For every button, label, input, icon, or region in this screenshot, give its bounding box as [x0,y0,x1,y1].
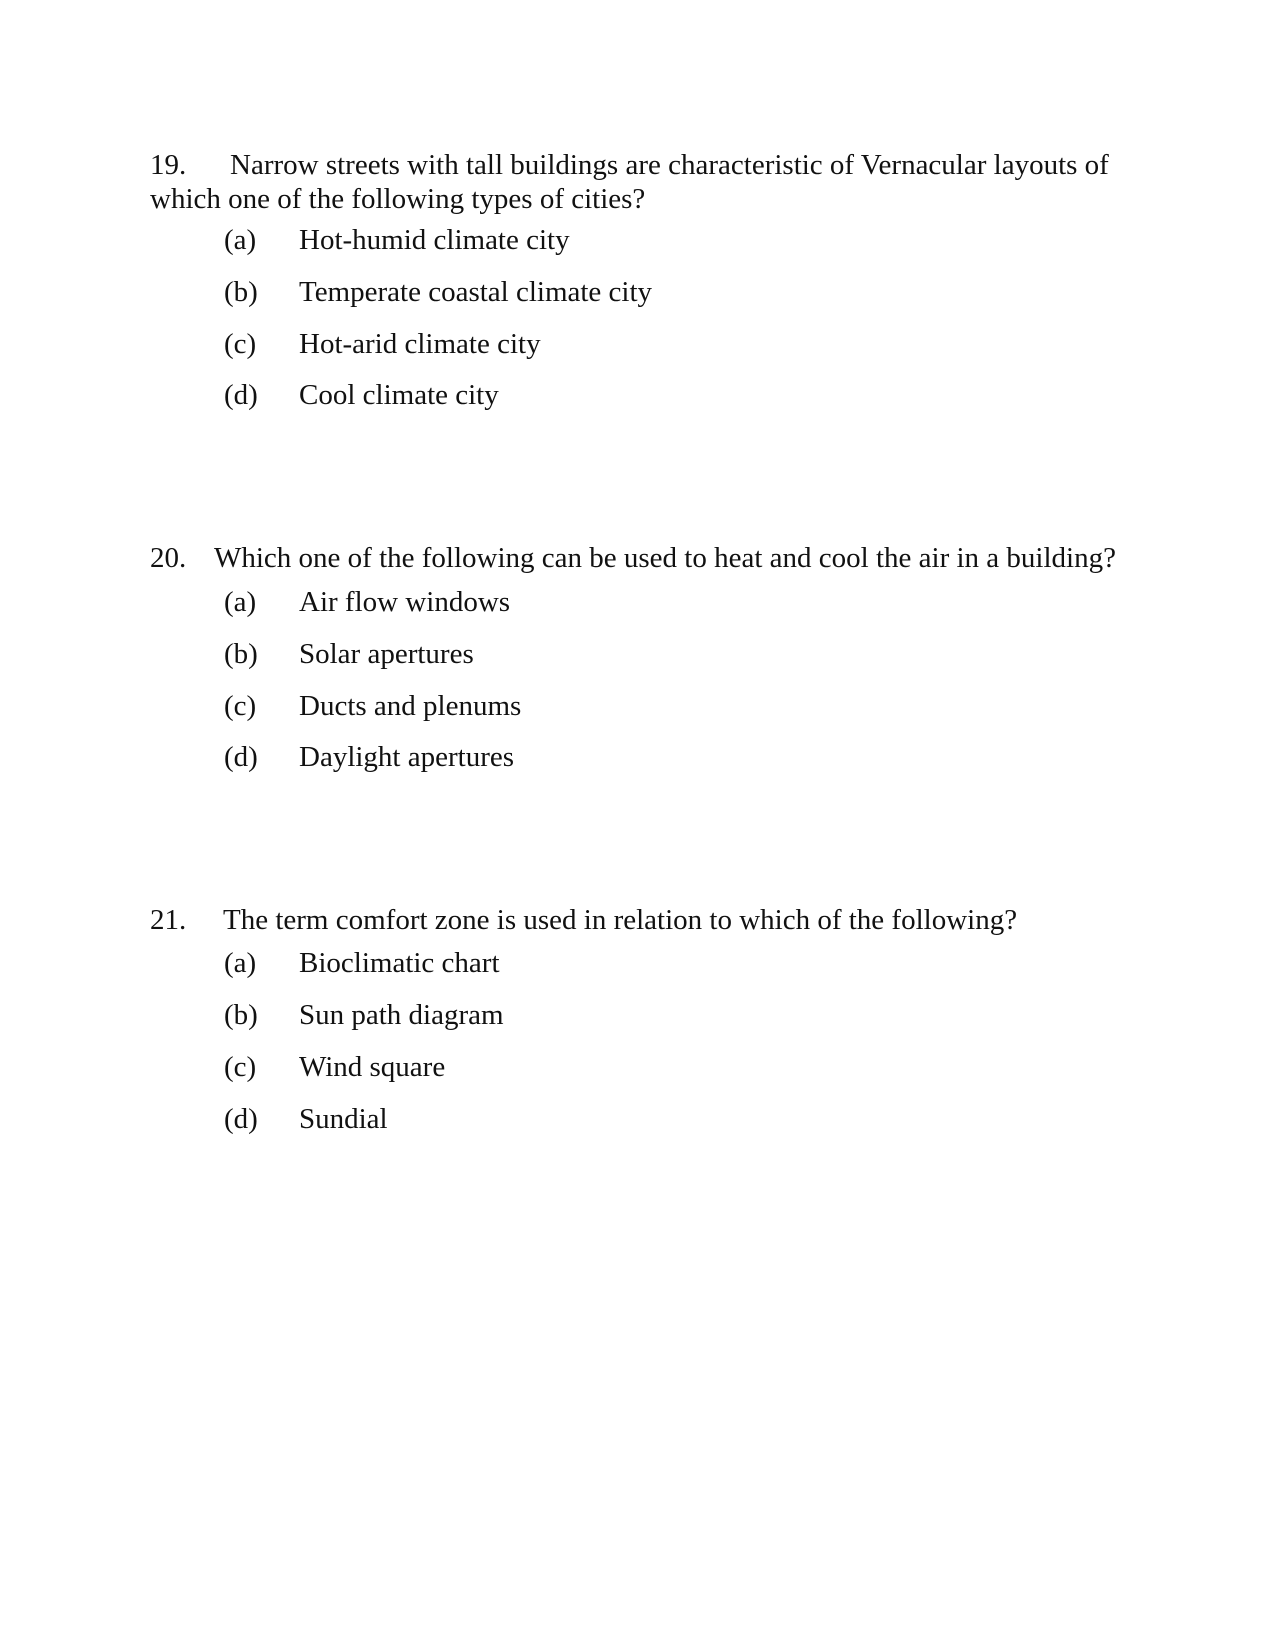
question-number: 19. [150,149,187,181]
question-20 [150,541,1140,773]
question-text: The term comfort zone is used in relation to which of the following? [223,904,1018,936]
question-text: Narrow streets with tall buildings are characteristic of Vernacular layouts of which one of the following types of cities? [150,149,1109,215]
question-number: 20. [150,542,187,574]
question-text: Which one of the following can be used to heat and cool the air in a building? [214,542,1116,574]
option-c: (c) Hot-arid climate city [224,328,541,360]
option-d: (d) Daylight apertures [224,741,515,773]
question-19 [150,148,1140,411]
option-b: (b) Sun path diagram [224,999,504,1031]
option-a: (a) Bioclimatic chart [224,947,500,979]
option-d: (d) Cool climate city [224,379,499,411]
question-21 [150,903,1140,1135]
option-c: (c) Wind square [224,1051,446,1083]
option-a: (a) Air flow windows [224,586,511,618]
option-d: (d) Sundial [224,1103,388,1135]
question-number: 21. [150,904,187,936]
option-c: (c) Ducts and plenums [224,690,522,722]
option-a: (a) Hot-humid climate city [224,224,570,256]
option-b: (b) Solar apertures [224,638,474,670]
option-b: (b) Temperate coastal climate city [224,276,653,308]
